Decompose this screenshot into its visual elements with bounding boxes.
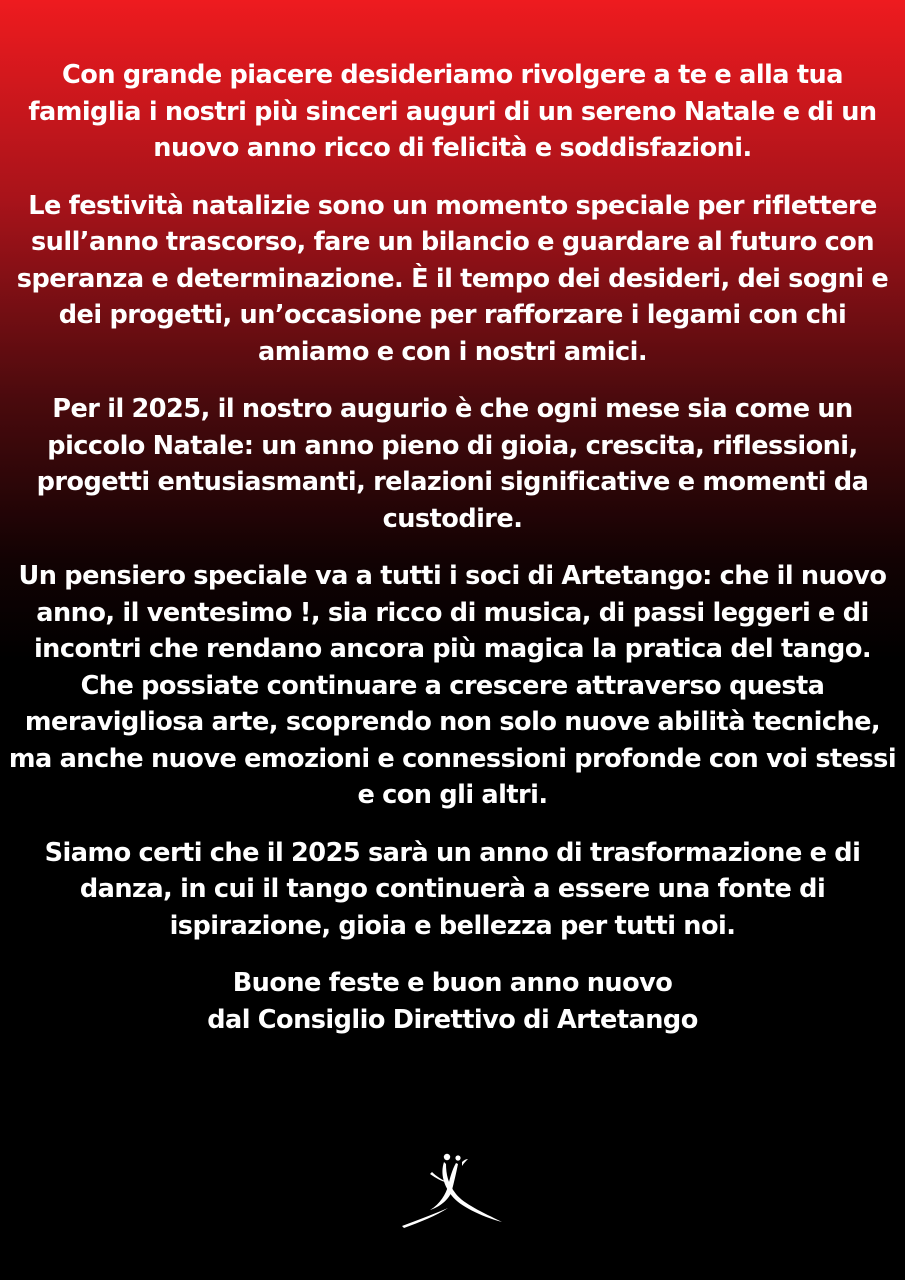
letter-body bbox=[8, 57, 897, 1038]
artetango-dancers-logo-icon bbox=[400, 1152, 504, 1228]
paragraph-transformation: Siamo certi che il 2025 sarà un anno di trasformazione e di danza, in cui il tango continuerà a essere una fonte di ispirazione, gioia e bellezza per tutti noi. bbox=[44, 837, 861, 941]
paragraph-2025-wish: Per il 2025, il nostro augurio è che ogni mese sia come un piccolo Natale: un anno pieno di gioia, crescita, riflessioni, progetti entusiasmanti, relazioni significative e momenti da custodire. bbox=[36, 394, 869, 534]
paragraph-festivities: Le festività natalizie sono un momento speciale per riflettere sull’anno trascorso, fare un bilancio e guardare al futuro con speranza e determinazione. È il tempo dei desideri, dei sogni e dei progetti, un’occasione per rafforzare i legami con chi amiamo e con i nostri amici. bbox=[16, 190, 889, 367]
closing-greeting: Buone feste e buon anno nuovo bbox=[232, 968, 673, 998]
paragraph-members: Un pensiero speciale va a tutti i soci di Artetango: che il nuovo anno, il ventesimo !, sia ricco di musica, di passi leggeri e di incontri che rendano ancora più magica la pratica del tango. Che possiate continuare a crescere attraverso questa meravigliosa arte, scoprendo non solo nuove abilità tecniche, ma anche nuove emozioni e connessioni profonde con voi stessi e con gli altri. bbox=[8, 561, 897, 810]
closing-signature: dal Consiglio Direttivo di Artetango bbox=[207, 1004, 698, 1035]
paragraph-intro: Con grande piacere desideriamo rivolgere a te e alla tua famiglia i nostri più sinceri auguri di un sereno Natale e di un nuovo anno ricco di felicità e soddisfazioni. bbox=[28, 60, 877, 163]
